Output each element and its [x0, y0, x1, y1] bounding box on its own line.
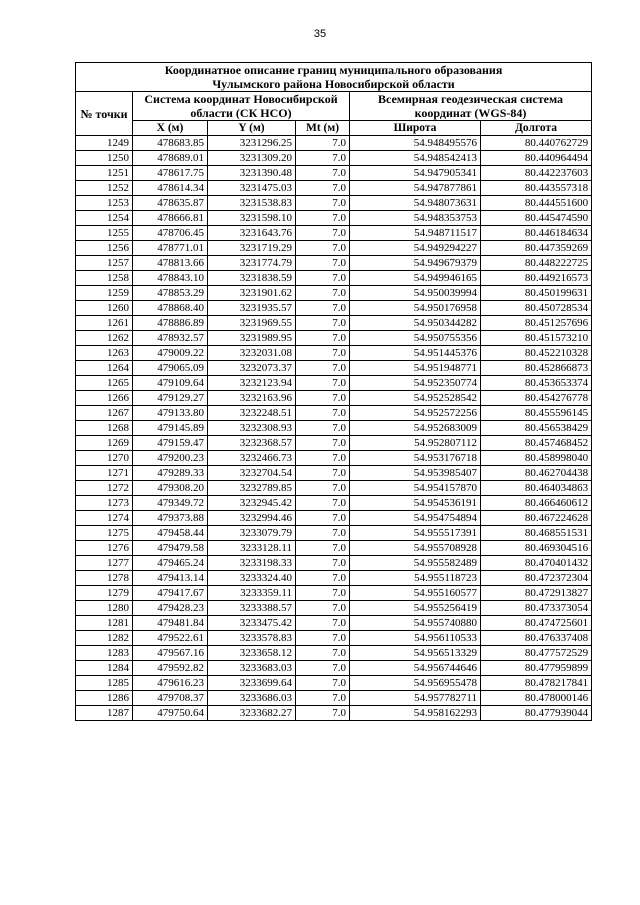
table-row	[76, 331, 592, 346]
table-row	[76, 421, 592, 436]
point-number-cell: 1251	[76, 166, 133, 181]
x-cell: 478635.87	[133, 196, 208, 211]
mt-cell: 7.0	[296, 646, 350, 661]
table-row	[76, 391, 592, 406]
point-number-cell: 1276	[76, 541, 133, 556]
mt-cell: 7.0	[296, 301, 350, 316]
point-number-cell: 1278	[76, 571, 133, 586]
y-cell: 3231598.10	[208, 211, 296, 226]
mt-cell: 7.0	[296, 211, 350, 226]
point-number-cell: 1255	[76, 226, 133, 241]
x-cell: 478771.01	[133, 241, 208, 256]
latitude-cell: 54.956744646	[350, 661, 481, 676]
latitude-cell: 54.952807112	[350, 436, 481, 451]
mt-cell: 7.0	[296, 226, 350, 241]
point-number-header: № точки	[76, 92, 133, 136]
table-row	[76, 556, 592, 571]
table-header	[76, 63, 592, 136]
latitude-cell: 54.954754894	[350, 511, 481, 526]
y-cell: 3233699.64	[208, 676, 296, 691]
x-cell: 478706.45	[133, 226, 208, 241]
longitude-cell: 80.452866873	[481, 361, 592, 376]
table-row	[76, 511, 592, 526]
y-cell: 3231774.79	[208, 256, 296, 271]
y-cell: 3232073.37	[208, 361, 296, 376]
longitude-cell: 80.450728534	[481, 301, 592, 316]
longitude-cell: 80.451573210	[481, 331, 592, 346]
x-header: X (м)	[133, 121, 208, 136]
table-row	[76, 661, 592, 676]
point-number-cell: 1270	[76, 451, 133, 466]
point-number-cell: 1262	[76, 331, 133, 346]
y-cell: 3231969.55	[208, 316, 296, 331]
x-cell: 479567.16	[133, 646, 208, 661]
mt-cell: 7.0	[296, 256, 350, 271]
table-body	[76, 136, 592, 721]
y-cell: 3233475.42	[208, 616, 296, 631]
x-cell: 479750.64	[133, 706, 208, 721]
latitude-cell: 54.950344282	[350, 316, 481, 331]
longitude-cell: 80.448222725	[481, 256, 592, 271]
longitude-cell: 80.440964494	[481, 151, 592, 166]
y-cell: 3231475.03	[208, 181, 296, 196]
longitude-cell: 80.474725601	[481, 616, 592, 631]
point-number-cell: 1273	[76, 496, 133, 511]
x-cell: 478683.85	[133, 136, 208, 151]
point-number-cell: 1275	[76, 526, 133, 541]
mt-cell: 7.0	[296, 586, 350, 601]
y-cell: 3231719.29	[208, 241, 296, 256]
x-cell: 479373.88	[133, 511, 208, 526]
table-row	[76, 346, 592, 361]
point-number-cell: 1259	[76, 286, 133, 301]
x-cell: 478886.89	[133, 316, 208, 331]
point-number-cell: 1253	[76, 196, 133, 211]
mt-cell: 7.0	[296, 376, 350, 391]
y-cell: 3233388.57	[208, 601, 296, 616]
x-cell: 479145.89	[133, 421, 208, 436]
mt-cell: 7.0	[296, 706, 350, 721]
latitude-cell: 54.951445376	[350, 346, 481, 361]
latitude-cell: 54.950755356	[350, 331, 481, 346]
table-row	[76, 226, 592, 241]
table-row	[76, 376, 592, 391]
longitude-cell: 80.478217841	[481, 676, 592, 691]
longitude-cell: 80.450199631	[481, 286, 592, 301]
longitude-cell: 80.455596145	[481, 406, 592, 421]
longitude-cell: 80.458998040	[481, 451, 592, 466]
x-cell: 479708.37	[133, 691, 208, 706]
table-row	[76, 676, 592, 691]
point-number-cell: 1283	[76, 646, 133, 661]
x-cell: 479522.61	[133, 631, 208, 646]
latitude-cell: 54.948495576	[350, 136, 481, 151]
latitude-cell: 54.956955478	[350, 676, 481, 691]
page-number: 35	[313, 28, 327, 40]
y-cell: 3231296.25	[208, 136, 296, 151]
point-number-cell: 1280	[76, 601, 133, 616]
table-row	[76, 541, 592, 556]
x-cell: 478813.66	[133, 256, 208, 271]
latitude-cell: 54.952683009	[350, 421, 481, 436]
latitude-cell: 54.947905341	[350, 166, 481, 181]
table-row	[76, 181, 592, 196]
longitude-cell: 80.456538429	[481, 421, 592, 436]
point-number-cell: 1260	[76, 301, 133, 316]
mt-cell: 7.0	[296, 391, 350, 406]
longitude-cell: 80.453653374	[481, 376, 592, 391]
longitude-cell: 80.464034863	[481, 481, 592, 496]
mt-cell: 7.0	[296, 271, 350, 286]
point-number-cell: 1281	[76, 616, 133, 631]
table-row	[76, 286, 592, 301]
mt-cell: 7.0	[296, 676, 350, 691]
point-number-cell: 1271	[76, 466, 133, 481]
table-row	[76, 646, 592, 661]
point-number-cell: 1266	[76, 391, 133, 406]
latitude-cell: 54.955582489	[350, 556, 481, 571]
y-cell: 3232163.96	[208, 391, 296, 406]
latitude-cell: 54.950176958	[350, 301, 481, 316]
table-row	[76, 451, 592, 466]
y-cell: 3232789.85	[208, 481, 296, 496]
mt-cell: 7.0	[296, 496, 350, 511]
y-cell: 3231538.83	[208, 196, 296, 211]
latitude-cell: 54.950039994	[350, 286, 481, 301]
point-number-cell: 1277	[76, 556, 133, 571]
latitude-cell: 54.952572256	[350, 406, 481, 421]
table-row	[76, 601, 592, 616]
latitude-cell: 54.955160577	[350, 586, 481, 601]
y-cell: 3233198.33	[208, 556, 296, 571]
y-cell: 3233658.12	[208, 646, 296, 661]
x-cell: 478614.34	[133, 181, 208, 196]
mt-cell: 7.0	[296, 436, 350, 451]
x-cell: 479159.47	[133, 436, 208, 451]
longitude-cell: 80.445474590	[481, 211, 592, 226]
latitude-cell: 54.948542413	[350, 151, 481, 166]
point-number-cell: 1258	[76, 271, 133, 286]
x-cell: 479616.23	[133, 676, 208, 691]
point-number-cell: 1272	[76, 481, 133, 496]
y-cell: 3232994.46	[208, 511, 296, 526]
point-number-cell: 1257	[76, 256, 133, 271]
latitude-cell: 54.949679379	[350, 256, 481, 271]
table-row	[76, 256, 592, 271]
latitude-cell: 54.955517391	[350, 526, 481, 541]
y-cell: 3231989.95	[208, 331, 296, 346]
latitude-cell: 54.952528542	[350, 391, 481, 406]
table-row	[76, 496, 592, 511]
x-cell: 479592.82	[133, 661, 208, 676]
x-cell: 479428.23	[133, 601, 208, 616]
longitude-cell: 80.476337408	[481, 631, 592, 646]
y-cell: 3231901.62	[208, 286, 296, 301]
table-row	[76, 436, 592, 451]
y-cell: 3232368.57	[208, 436, 296, 451]
mt-cell: 7.0	[296, 241, 350, 256]
y-cell: 3232123.94	[208, 376, 296, 391]
table-row	[76, 481, 592, 496]
mt-cell: 7.0	[296, 541, 350, 556]
y-cell: 3231935.57	[208, 301, 296, 316]
table-row	[76, 406, 592, 421]
x-cell: 479200.23	[133, 451, 208, 466]
y-cell: 3232466.73	[208, 451, 296, 466]
longitude-cell: 80.478000146	[481, 691, 592, 706]
y-header: Y (м)	[208, 121, 296, 136]
x-cell: 479481.84	[133, 616, 208, 631]
point-number-cell: 1263	[76, 346, 133, 361]
x-cell: 478868.40	[133, 301, 208, 316]
y-cell: 3233359.11	[208, 586, 296, 601]
longitude-cell: 80.440762729	[481, 136, 592, 151]
x-cell: 478666.81	[133, 211, 208, 226]
table-row	[76, 571, 592, 586]
point-number-cell: 1252	[76, 181, 133, 196]
mt-cell: 7.0	[296, 661, 350, 676]
latitude-cell: 54.951948771	[350, 361, 481, 376]
x-cell: 478843.10	[133, 271, 208, 286]
x-cell: 479479.58	[133, 541, 208, 556]
x-cell: 478853.29	[133, 286, 208, 301]
latitude-cell: 54.948353753	[350, 211, 481, 226]
y-cell: 3232308.93	[208, 421, 296, 436]
longitude-cell: 80.462704438	[481, 466, 592, 481]
table-row	[76, 706, 592, 721]
x-cell: 478689.01	[133, 151, 208, 166]
longitude-cell: 80.446184634	[481, 226, 592, 241]
x-cell: 479129.27	[133, 391, 208, 406]
longitude-header: Долгота	[481, 121, 592, 136]
table-row	[76, 361, 592, 376]
point-number-cell: 1249	[76, 136, 133, 151]
y-cell: 3232031.08	[208, 346, 296, 361]
table-row	[76, 301, 592, 316]
x-cell: 478932.57	[133, 331, 208, 346]
coordinates-table	[75, 62, 592, 721]
point-number-cell: 1261	[76, 316, 133, 331]
mt-cell: 7.0	[296, 691, 350, 706]
longitude-cell: 80.451257696	[481, 316, 592, 331]
x-cell: 479458.44	[133, 526, 208, 541]
table-row	[76, 166, 592, 181]
x-cell: 478617.75	[133, 166, 208, 181]
mt-cell: 7.0	[296, 196, 350, 211]
y-cell: 3232248.51	[208, 406, 296, 421]
latitude-cell: 54.955256419	[350, 601, 481, 616]
longitude-cell: 80.472913827	[481, 586, 592, 601]
latitude-cell: 54.955708928	[350, 541, 481, 556]
x-cell: 479133.80	[133, 406, 208, 421]
point-number-cell: 1269	[76, 436, 133, 451]
latitude-cell: 54.953985407	[350, 466, 481, 481]
latitude-cell: 54.949946165	[350, 271, 481, 286]
longitude-cell: 80.477939044	[481, 706, 592, 721]
mt-cell: 7.0	[296, 181, 350, 196]
longitude-cell: 80.442237603	[481, 166, 592, 181]
table-title-line2: Чулымского района Новосибирской области	[212, 77, 455, 91]
point-number-cell: 1256	[76, 241, 133, 256]
point-number-cell: 1267	[76, 406, 133, 421]
point-number-cell: 1254	[76, 211, 133, 226]
mt-cell: 7.0	[296, 151, 350, 166]
wgs84-system-header: Всемирная геодезическая система координат (WGS-84)	[350, 92, 592, 121]
longitude-cell: 80.466460612	[481, 496, 592, 511]
x-cell: 479413.14	[133, 571, 208, 586]
table-row	[76, 241, 592, 256]
table-row	[76, 136, 592, 151]
longitude-cell: 80.473373054	[481, 601, 592, 616]
mt-cell: 7.0	[296, 331, 350, 346]
mt-cell: 7.0	[296, 556, 350, 571]
point-number-cell: 1264	[76, 361, 133, 376]
longitude-cell: 80.470401432	[481, 556, 592, 571]
local-system-header: Система координат Новосибирской области (СК НСО)	[133, 92, 350, 121]
table-title-line1: Координатное описание границ муниципального образования	[164, 63, 503, 77]
y-cell: 3233079.79	[208, 526, 296, 541]
mt-cell: 7.0	[296, 511, 350, 526]
latitude-cell: 54.956513329	[350, 646, 481, 661]
table-row	[76, 586, 592, 601]
mt-cell: 7.0	[296, 421, 350, 436]
latitude-cell: 54.956110533	[350, 631, 481, 646]
y-cell: 3231838.59	[208, 271, 296, 286]
y-cell: 3233682.27	[208, 706, 296, 721]
latitude-cell: 54.958162293	[350, 706, 481, 721]
latitude-cell: 54.949294227	[350, 241, 481, 256]
x-cell: 479289.33	[133, 466, 208, 481]
longitude-cell: 80.457468452	[481, 436, 592, 451]
x-cell: 479109.64	[133, 376, 208, 391]
table-row	[76, 271, 592, 286]
latitude-header: Широта	[350, 121, 481, 136]
x-cell: 479009.22	[133, 346, 208, 361]
mt-cell: 7.0	[296, 481, 350, 496]
point-number-cell: 1250	[76, 151, 133, 166]
latitude-cell: 54.948711517	[350, 226, 481, 241]
mt-cell: 7.0	[296, 166, 350, 181]
longitude-cell: 80.444551600	[481, 196, 592, 211]
longitude-cell: 80.472372304	[481, 571, 592, 586]
longitude-cell: 80.452210328	[481, 346, 592, 361]
latitude-cell: 54.954536191	[350, 496, 481, 511]
latitude-cell: 54.952350774	[350, 376, 481, 391]
latitude-cell: 54.947877861	[350, 181, 481, 196]
latitude-cell: 54.955118723	[350, 571, 481, 586]
point-number-cell: 1282	[76, 631, 133, 646]
mt-cell: 7.0	[296, 346, 350, 361]
table-row	[76, 691, 592, 706]
mt-cell: 7.0	[296, 361, 350, 376]
y-cell: 3233128.11	[208, 541, 296, 556]
y-cell: 3231643.76	[208, 226, 296, 241]
point-number-cell: 1286	[76, 691, 133, 706]
mt-cell: 7.0	[296, 406, 350, 421]
mt-cell: 7.0	[296, 616, 350, 631]
table-row	[76, 631, 592, 646]
table-row	[76, 616, 592, 631]
point-number-cell: 1265	[76, 376, 133, 391]
y-cell: 3231309.20	[208, 151, 296, 166]
longitude-cell: 80.469304516	[481, 541, 592, 556]
latitude-cell: 54.953176718	[350, 451, 481, 466]
mt-cell: 7.0	[296, 571, 350, 586]
x-cell: 479065.09	[133, 361, 208, 376]
longitude-cell: 80.467224628	[481, 511, 592, 526]
mt-cell: 7.0	[296, 286, 350, 301]
longitude-cell: 80.447359269	[481, 241, 592, 256]
latitude-cell: 54.955740880	[350, 616, 481, 631]
mt-cell: 7.0	[296, 451, 350, 466]
table-title	[76, 63, 592, 92]
y-cell: 3233683.03	[208, 661, 296, 676]
mt-cell: 7.0	[296, 316, 350, 331]
longitude-cell: 80.443557318	[481, 181, 592, 196]
longitude-cell: 80.468551531	[481, 526, 592, 541]
latitude-cell: 54.957782711	[350, 691, 481, 706]
y-cell: 3233578.83	[208, 631, 296, 646]
longitude-cell: 80.454276778	[481, 391, 592, 406]
mt-cell: 7.0	[296, 466, 350, 481]
y-cell: 3232945.42	[208, 496, 296, 511]
longitude-cell: 80.449216573	[481, 271, 592, 286]
x-cell: 479465.24	[133, 556, 208, 571]
mt-cell: 7.0	[296, 601, 350, 616]
y-cell: 3231390.48	[208, 166, 296, 181]
point-number-cell: 1287	[76, 706, 133, 721]
point-number-cell: 1268	[76, 421, 133, 436]
table-row	[76, 316, 592, 331]
table-row	[76, 196, 592, 211]
mt-header: Mt (м)	[296, 121, 350, 136]
x-cell: 479308.20	[133, 481, 208, 496]
table-row	[76, 466, 592, 481]
mt-cell: 7.0	[296, 526, 350, 541]
point-number-cell: 1274	[76, 511, 133, 526]
table-row	[76, 526, 592, 541]
table-row	[76, 211, 592, 226]
point-number-cell: 1285	[76, 676, 133, 691]
latitude-cell: 54.954157870	[350, 481, 481, 496]
point-number-cell: 1284	[76, 661, 133, 676]
mt-cell: 7.0	[296, 136, 350, 151]
point-number-cell: 1279	[76, 586, 133, 601]
longitude-cell: 80.477959899	[481, 661, 592, 676]
y-cell: 3233686.03	[208, 691, 296, 706]
mt-cell: 7.0	[296, 631, 350, 646]
table-row	[76, 151, 592, 166]
y-cell: 3232704.54	[208, 466, 296, 481]
x-cell: 479417.67	[133, 586, 208, 601]
longitude-cell: 80.477572529	[481, 646, 592, 661]
y-cell: 3233324.40	[208, 571, 296, 586]
latitude-cell: 54.948073631	[350, 196, 481, 211]
x-cell: 479349.72	[133, 496, 208, 511]
